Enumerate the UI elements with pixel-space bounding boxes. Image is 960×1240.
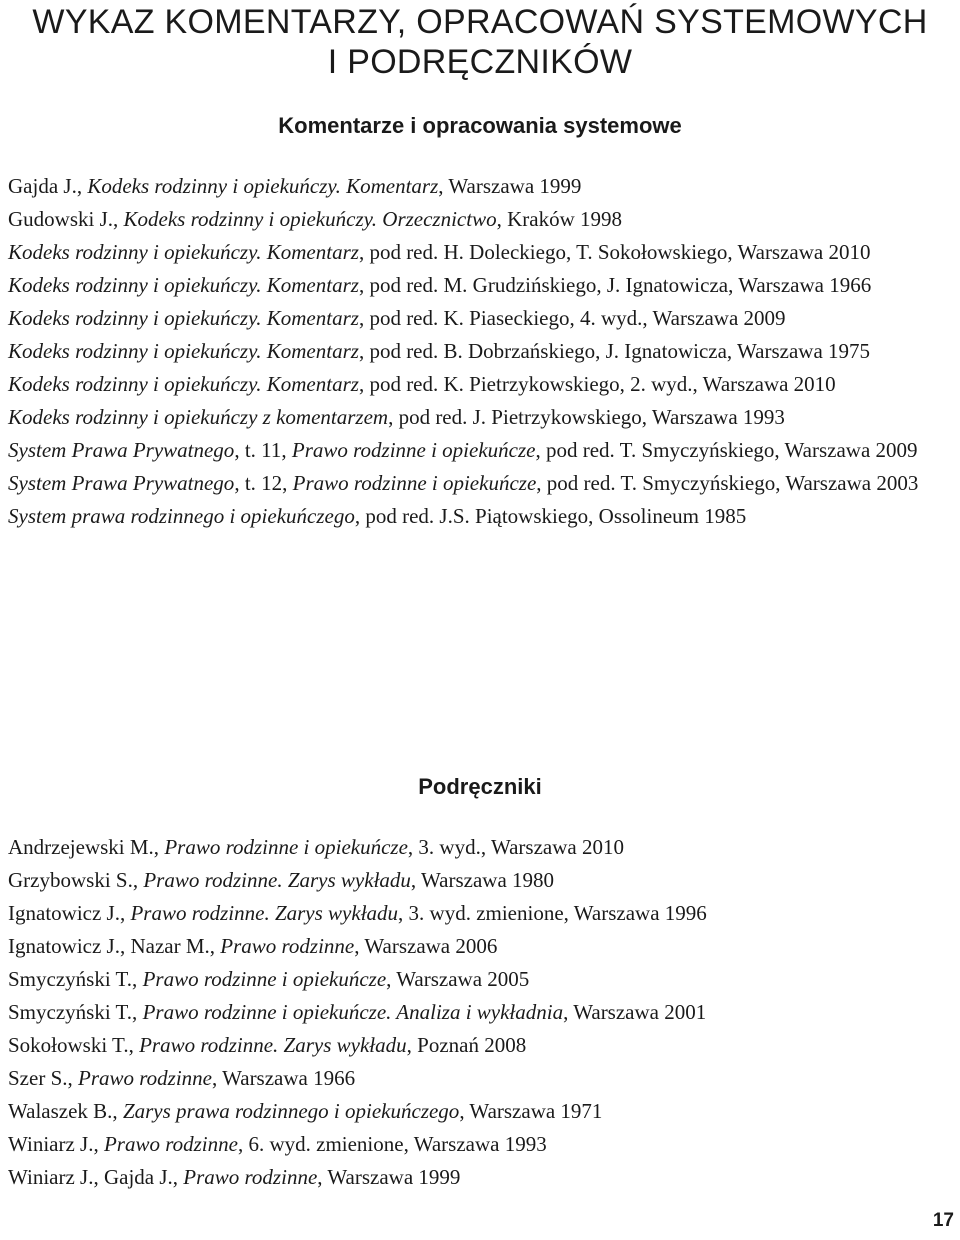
entry-text: , Warszawa 2005	[386, 967, 530, 991]
entry-text: , Poznań 2008	[406, 1033, 527, 1057]
entry-text: , Warszawa 2006	[354, 934, 498, 958]
entry-text: Ignatowicz J., Nazar M.,	[8, 934, 221, 958]
entry-text: , 6. wyd. zmienione, Warszawa 1993	[237, 1132, 547, 1156]
entry-title-italic: Prawo rodzinne i opiekuńcze	[164, 835, 408, 859]
bibliography-entry	[8, 335, 954, 368]
bibliography-entry	[8, 401, 954, 434]
entry-title-italic: Prawo rodzinne. Zarys wykładu	[143, 868, 411, 892]
bibliography-entry	[8, 269, 954, 302]
entry-text: , 3. wyd. zmienione, Warszawa 1996	[398, 901, 707, 925]
entry-text: , Warszawa 1999	[438, 174, 582, 198]
entry-text: , pod red. T. Smyczyńskiego, Warszawa 2009	[535, 438, 918, 462]
entry-text: , pod red. H. Doleckiego, T. Sokołowskiego, Warszawa 2010	[358, 240, 871, 264]
entry-text: Winiarz J.,	[8, 1132, 104, 1156]
entry-text: Walaszek B.,	[8, 1099, 123, 1123]
entry-text: Winiarz J., Gajda J.,	[8, 1165, 184, 1189]
bibliography-entry	[8, 368, 954, 401]
entry-title-italic: Prawo rodzinne	[103, 1132, 238, 1156]
entry-text: , pod red. B. Dobrzańskiego, J. Ignatowicza, Warszawa 1975	[358, 339, 871, 363]
entry-text: , Warszawa 1966	[211, 1066, 356, 1090]
bibliography-entry	[8, 1062, 954, 1095]
entry-text: Smyczyński T.,	[8, 967, 143, 991]
entry-text: , 3. wyd., Warszawa 2010	[407, 835, 624, 859]
entry-title-italic: Kodeks rodzinny i opiekuńczy. Komentarz	[8, 240, 359, 264]
entry-text: , pod red. J.S. Piątowskiego, Ossolineum 1985	[354, 504, 747, 528]
entry-title-italic: Kodeks rodzinny i opiekuńczy. Orzecznictwo	[123, 207, 497, 231]
bibliography-entry	[8, 963, 954, 996]
entry-title-italic: Kodeks rodzinny i opiekuńczy. Komentarz	[8, 273, 359, 297]
entry-title-italic: System Prawa Prywatnego	[8, 471, 235, 495]
entry-text: , Warszawa 1999	[317, 1165, 461, 1189]
entry-title-italic: Prawo rodzinne i opiekuńcze	[292, 471, 537, 495]
entry-text: , t. 11,	[234, 438, 292, 462]
entry-text: , Warszawa 2001	[563, 1000, 707, 1024]
entry-text: Gudowski J.,	[8, 207, 124, 231]
entry-text: , pod red. T. Smyczyńskiego, Warszawa 2003	[536, 471, 919, 495]
entry-text: , Warszawa 1980	[410, 868, 555, 892]
entry-title-italic: Zarys prawa rodzinnego i opiekuńczego	[122, 1099, 460, 1123]
bibliography-entry	[8, 996, 954, 1029]
entry-title-italic: System prawa rodzinnego i opiekuńczego	[8, 504, 355, 528]
entry-title-italic: Kodeks rodzinny i opiekuńczy. Komentarz	[8, 306, 359, 330]
section-heading-commentaries: Komentarze i opracowania systemowe	[278, 113, 682, 138]
entry-title-italic: Prawo rodzinne. Zarys wykładu	[130, 901, 399, 925]
bibliography-entry	[8, 434, 954, 467]
entry-text: Sokołowski T.,	[8, 1033, 140, 1057]
entry-text: Szer S.,	[8, 1066, 78, 1090]
entry-title-italic: Prawo rodzinne i opiekuńcze	[142, 967, 387, 991]
page-number: 17	[932, 1210, 954, 1231]
entry-text: , Kraków 1998	[496, 207, 622, 231]
entry-title-italic: Prawo rodzinne	[183, 1165, 318, 1189]
page-title-line-1: WYKAZ KOMENTARZY, OPRACOWAŃ SYSTEMOWYCH	[32, 3, 928, 41]
bibliography-entry	[8, 930, 954, 963]
page-title	[0, 0, 960, 82]
entry-title-italic: Prawo rodzinne	[220, 934, 355, 958]
bibliography-entry	[8, 170, 954, 203]
bibliography-entry	[8, 203, 954, 236]
commentaries-list	[8, 170, 954, 533]
bibliography-entry	[8, 500, 954, 533]
entry-text: Gajda J.,	[8, 174, 88, 198]
entry-text: , t. 12,	[234, 471, 293, 495]
textbooks-list	[8, 831, 954, 1194]
entry-text: , pod red. K. Piaseckiego, 4. wyd., Warszawa 2009	[358, 306, 786, 330]
entry-title-italic: Prawo rodzinne	[78, 1066, 212, 1090]
bibliography-entry	[8, 467, 954, 500]
bibliography-entry	[8, 831, 954, 864]
entry-title-italic: Kodeks rodzinny i opiekuńczy. Komentarz	[8, 339, 359, 363]
entry-text: , pod red. M. Grudzińskiego, J. Ignatowicza, Warszawa 1966	[358, 273, 872, 297]
entry-text: Ignatowicz J.,	[8, 901, 131, 925]
entry-title-italic: Kodeks rodzinny i opiekuńczy. Komentarz	[8, 372, 359, 396]
entry-text: , Warszawa 1971	[459, 1099, 603, 1123]
bibliography-entry	[8, 1128, 954, 1161]
entry-text: Andrzejewski M.,	[8, 835, 165, 859]
entry-text: , pod red. J. Pietrzykowskiego, Warszawa 1993	[388, 405, 785, 429]
bibliography-entry	[8, 1095, 954, 1128]
entry-text: Smyczyński T.,	[8, 1000, 143, 1024]
bibliography-entry	[8, 302, 954, 335]
entry-title-italic: Prawo rodzinne i opiekuńcze	[291, 438, 536, 462]
bibliography-entry	[8, 1161, 954, 1194]
bibliography-entry	[8, 897, 954, 930]
entry-text: Grzybowski S.,	[8, 868, 144, 892]
bibliography-entry	[8, 864, 954, 897]
entry-title-italic: System Prawa Prywatnego	[8, 438, 235, 462]
entry-title-italic: Kodeks rodzinny i opiekuńczy z komentarzem	[8, 405, 389, 429]
entry-title-italic: Kodeks rodzinny i opiekuńczy. Komentarz	[87, 174, 439, 198]
entry-title-italic: Prawo rodzinne. Zarys wykładu	[139, 1033, 407, 1057]
entry-title-italic: Prawo rodzinne i opiekuńcze. Analiza i wykładnia	[142, 1000, 564, 1024]
bibliography-entry	[8, 236, 954, 269]
section-heading-textbooks: Podręczniki	[418, 774, 542, 799]
entry-text: , pod red. K. Pietrzykowskiego, 2. wyd., Warszawa 2010	[358, 372, 836, 396]
bibliography-entry	[8, 1029, 954, 1062]
page-title-line-2: I PODRĘCZNIKÓW	[327, 43, 633, 81]
